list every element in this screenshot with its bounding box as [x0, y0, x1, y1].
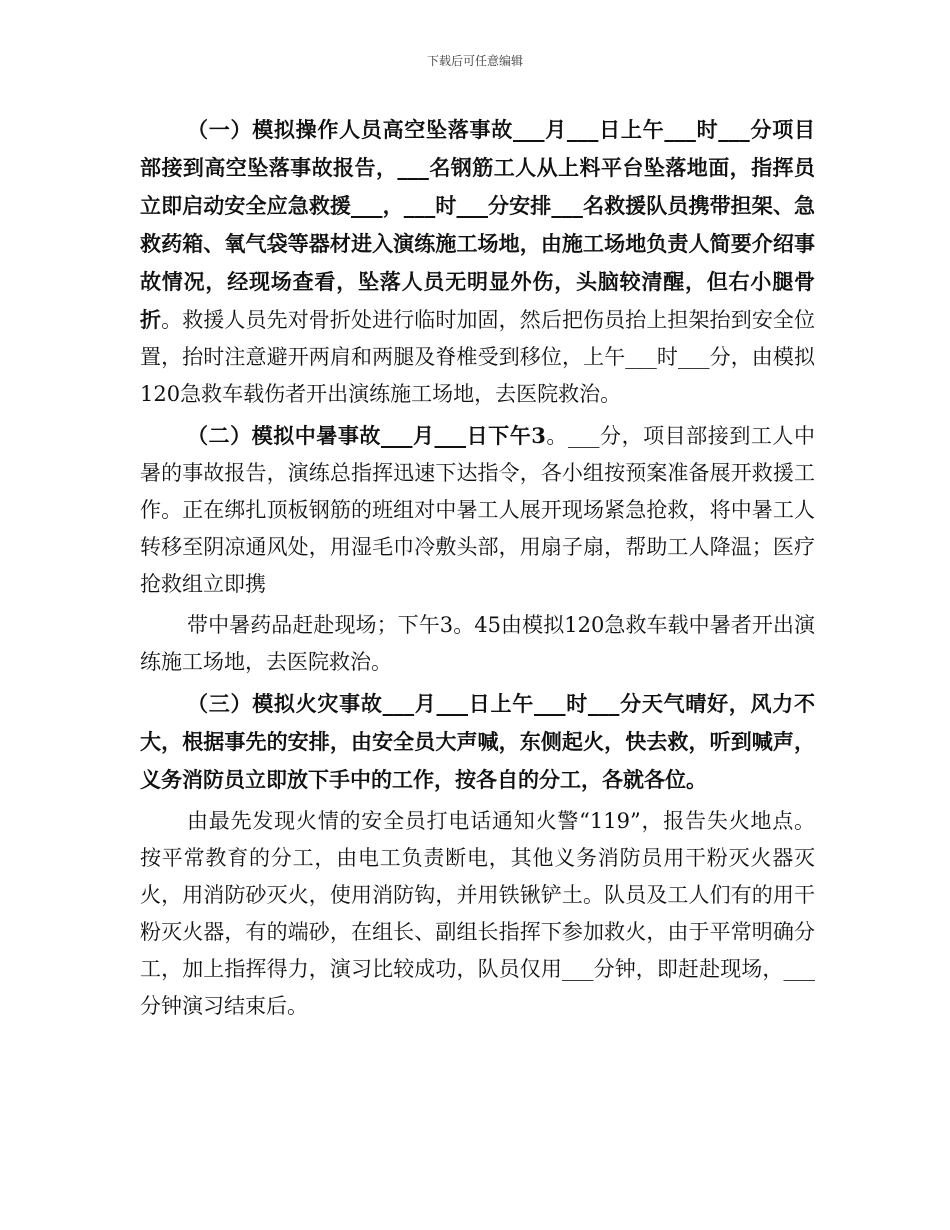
paragraph-text: 带中暑药品赶赴现场；下午3。45由模拟120急救车载中暑者开出演练施工场地，去医院救治。	[140, 613, 815, 674]
document-body	[140, 111, 815, 1025]
paragraph-heatstroke-continued	[140, 607, 815, 681]
paragraph-fall-accident	[140, 111, 815, 413]
page-header: 下载后可任意编辑	[426, 54, 523, 68]
paragraph-text: 。救援人员先对骨折处进行临时加固，然后把伤员抬上担架抬到安全位置，抬时注意避开两肩和两腿及脊椎受到移位，上午___时___分，由模拟120急救车载伤者开出演练施工场地，去医院救治。	[140, 308, 816, 406]
paragraph-fire-response	[140, 803, 815, 1025]
paragraph-fire-accident	[140, 685, 815, 799]
paragraph-text: 由最先发现火情的安全员打电话通知火警“119”，报告失火地点。按平常教育的分工，由电工负责断电，其他义务消防员用干粉灭火器灭火，用消防砂灭火，使用消防钩，并用铁锹铲土。队员及工人们有的用干粉灭火器，有的端砂，在组长、副组长指挥下参加救火，由于平常明确分工，加上指挥得力，演习比较成功，队员仅用___分钟，即赶赴现场，___分钟演习结束后。	[140, 809, 815, 1018]
paragraph-heatstroke-accident	[140, 417, 815, 603]
paragraph-bold-text: （三）模拟火灾事故___月___日上午___时___分天气晴好，风力不大，根据事先的安排，由安全员大声喊，东侧起火，快去救，听到喊声，义务消防员立即放下手中的工作，按各自的分工，各就各位。	[140, 691, 815, 792]
paragraph-bold-text: （一）模拟操作人员高空坠落事故___月___日上午___时___分项目部接到高空坠落事故报告，___名钢筋工人从上料平台坠落地面，指挥员立即启动安全应急救援___，___时___分安排___名救援队员携带担架、急救药箱、氧气袋等器材进入演练施工场地，由施工场地负责人简要介绍事故情况，经现场查看，坠落人员无明显外伤，头脑较清醒，但右小腿骨折	[140, 117, 815, 332]
paragraph-bold-text: （二）模拟中暑事故___月___日下午3	[187, 423, 546, 448]
paragraph-text: 。___分，项目部接到工人中暑的事故报告，演练总指挥迅速下达指令，各小组按预案准备展开救援工作。正在绑扎顶板钢筋的班组对中暑工人展开现场紧急抢救，将中暑工人转移至阴凉通风处，用湿毛巾冷敷头部，用扇子扇，帮助工人降温；医疗抢救组立即携	[140, 424, 815, 596]
